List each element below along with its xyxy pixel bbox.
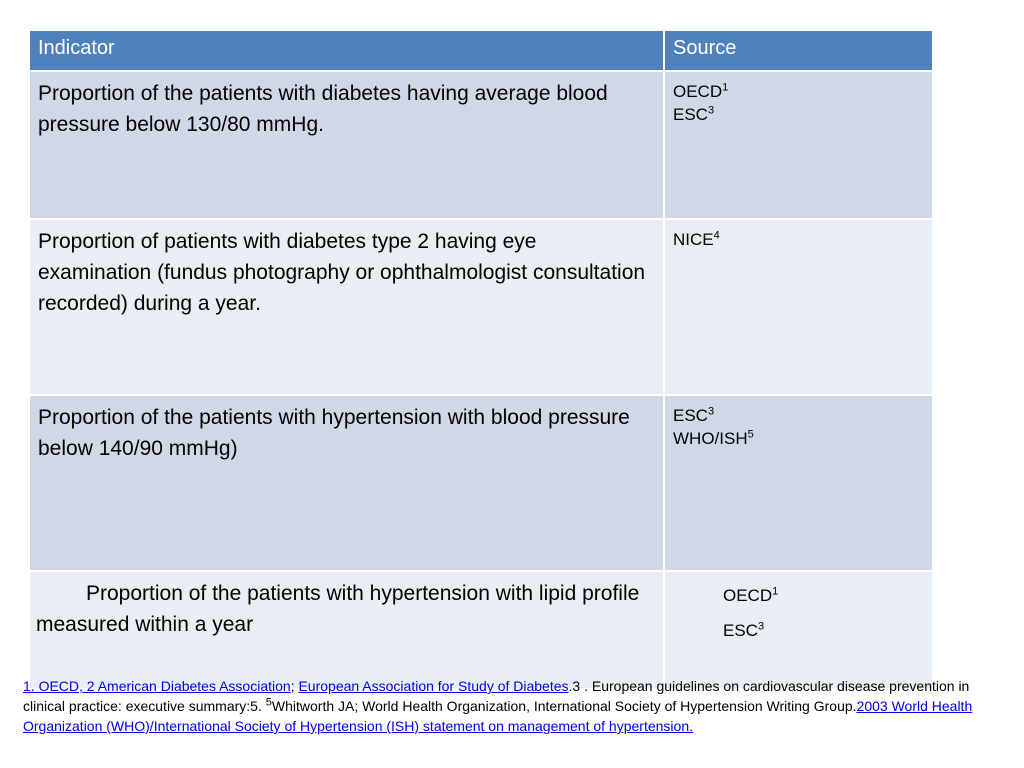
source-cell xyxy=(664,71,933,219)
table-row xyxy=(29,395,933,571)
header-source: Source xyxy=(664,30,933,71)
source-entry: ESC$^3$ xyxy=(673,104,715,124)
table-header-row xyxy=(29,30,933,71)
indicator-cell: Proportion of the patients with hypertension with blood pressure below 140/90 mmHg) xyxy=(29,395,664,571)
references-footnote xyxy=(23,676,1013,736)
source-entry: OECD$^1$ xyxy=(673,81,729,101)
source-entry: OECD$^1$ xyxy=(723,585,779,605)
reference-link-who-ish[interactable]: 2003 World Health Organization (WHO)/International Society of Hypertension (ISH) statement on management of hypertension. xyxy=(23,698,973,734)
reference-link-easd[interactable]: European Association for Study of Diabetes xyxy=(298,678,569,694)
indicators-table xyxy=(28,29,934,690)
footnote-text: .3 . European guidelines on cardiovascular disease prevention in clinical practice: executive summary:5. xyxy=(23,678,970,714)
table-row xyxy=(29,71,933,219)
source-cell xyxy=(664,395,933,571)
table-row xyxy=(29,219,933,395)
source-entry: ESC$^3$ xyxy=(673,405,715,425)
footnote-text: Whitworth JA; World Health Organization, International Society of Hypertension Writing Group. xyxy=(271,698,857,714)
table-row xyxy=(29,571,933,689)
footnote-superscript: 5 xyxy=(265,696,272,709)
source-entry: WHO/ISH$^5$ xyxy=(673,428,754,448)
indicator-cell: Proportion of the patients with diabetes having average blood pressure below 130/80 mmHg. xyxy=(29,71,664,219)
reference-link-oecd-ada[interactable]: 1. OECD, 2 American Diabetes Association xyxy=(23,678,291,694)
indicator-cell: Proportion of patients with diabetes type 2 having eye examination (fundus photography or ophthalmologist consultation recorded) during a year. xyxy=(29,219,664,395)
footnote-separator: ; xyxy=(290,678,295,694)
source-cell xyxy=(664,571,933,689)
source-entry: NICE$^4$ xyxy=(673,229,720,249)
source-cell xyxy=(664,219,933,395)
header-indicator: Indicator xyxy=(29,30,664,71)
indicator-cell: Proportion of the patients with hypertension with lipid profile measured within a year xyxy=(29,571,664,689)
source-entry: ESC$^3$ xyxy=(723,620,765,640)
